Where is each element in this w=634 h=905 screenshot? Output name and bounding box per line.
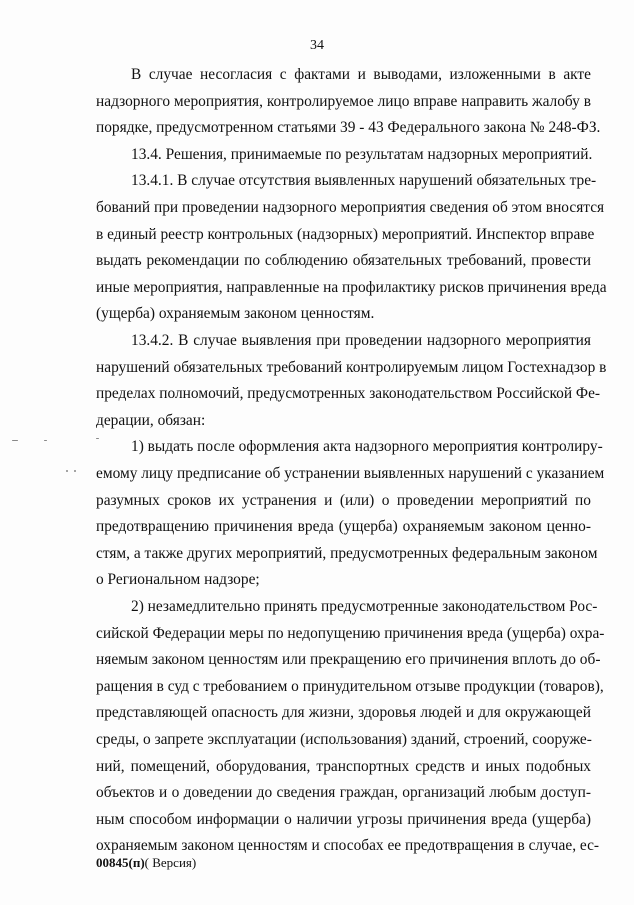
list-item-line: о Региональном надзоре; [96, 571, 260, 589]
page-number: 34 [310, 38, 324, 53]
scan-speck [74, 470, 76, 472]
footer-code: 00845(п) [96, 855, 145, 870]
text-line: В случае несогласия с фактами и выводами, изложенными в акте [131, 66, 591, 83]
text-line: надзорного мероприятия, контролируемое лицо вправе направить жалобу в [96, 92, 591, 110]
list-item-line: 2) незамедлительно принять предусмотренные законодательством Рос- [131, 598, 598, 615]
scan-speck [44, 440, 47, 441]
list-item-line: среды, о запрете эксплуатации (использования) зданий, строений, сооруже- [96, 731, 592, 748]
text-line: (ущерба) охраняемым законом ценностям. [96, 305, 375, 323]
text-line: выдать рекомендации по соблюдению обязательных требований, провести [96, 252, 591, 270]
list-item-line: стям, а также других мероприятий, предусмотренных федеральным законом [96, 544, 598, 562]
list-item-line: предотвращению причинения вреда (ущерба) охраняемым законом ценно- [96, 518, 591, 536]
text-line: 13.4.1. В случае отсутствия выявленных нарушений обязательных тре- [131, 172, 597, 190]
scan-speck [66, 470, 68, 472]
text-line: нарушений обязательных требований контролируемым лицом Гостехнадзор в [96, 358, 607, 376]
text-line: 13.4.2. В случае выявления при проведении надзорного мероприятия [131, 332, 591, 349]
document-footer [96, 855, 196, 871]
text-line: пределах полномочий, предусмотренных законодательством Российской Фе- [96, 385, 601, 403]
list-item-line: 1) выдать после оформления акта надзорного мероприятия контролиру- [131, 438, 603, 456]
section-heading: 13.4. Решения, принимаемые по результатам надзорных мероприятий. [131, 145, 593, 163]
list-item-line: ращения в суд с требованием о принудительном отзыве продукции (товаров), [96, 677, 604, 695]
list-item-line: няемым законом ценностям или прекращению его причинения вплоть до об- [96, 651, 601, 669]
list-item-line: представляющей опасность для жизни, здоровья людей и для окружающей [96, 704, 591, 722]
text-line: иные мероприятия, направленные на профилактику рисков причинения вреда [96, 278, 607, 296]
scan-speck [96, 438, 99, 439]
list-item-line: объектов и о доведении до сведения граждан, организаций любым доступ- [96, 784, 591, 802]
list-item-line: охраняемым законом ценностям и способах ее предотвращения в случае, ес- [96, 837, 600, 855]
list-item-line: емому лицу предписание об устранении выявленных нарушений с указанием [96, 465, 605, 482]
text-line: бований при проведении надзорного мероприятия сведения об этом вносятся [96, 199, 605, 216]
list-item-line: разумных сроков их устранения и (или) о проведении мероприятий по [96, 491, 591, 509]
scan-speck [12, 440, 18, 441]
list-item-line: ным способом информации о наличии угрозы причинения вреда (ущерба) [96, 810, 591, 828]
list-item-line: ний, помещений, оборудования, транспортных средств и иных подобных [96, 757, 591, 775]
text-line: порядке, предусмотренном статьями 39 - 43 Федерального закона № 248-ФЗ. [96, 119, 601, 137]
footer-version: ( Версия) [144, 855, 197, 870]
list-item-line: сийской Федерации меры по недопущению причинения вреда (ущерба) охра- [96, 624, 605, 642]
text-line: дерации, обязан: [96, 411, 206, 429]
text-line: в единый реестр контрольных (надзорных) мероприятий. Инспектор вправе [96, 225, 595, 243]
